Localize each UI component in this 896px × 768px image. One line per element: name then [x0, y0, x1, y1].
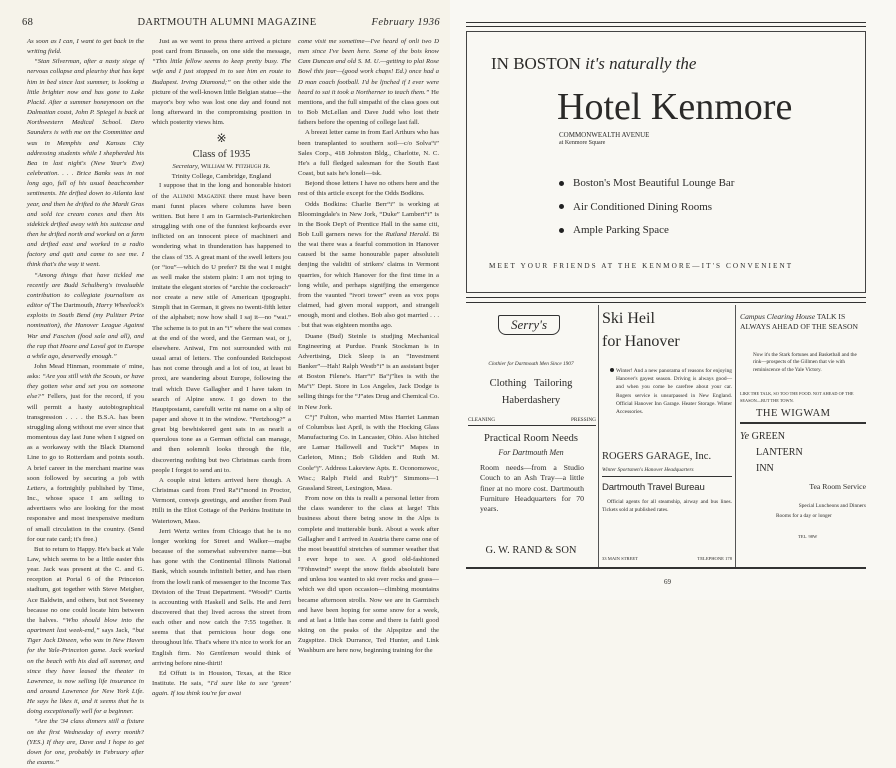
rogers-name: ROGERS GARAGE, Inc.	[602, 451, 712, 462]
text-run: on the other side the picture of the well-known little Belgian statue—the mayor's boy who was lost one day and found not long afterward in the compromising position in which posterity views him.	[152, 78, 291, 127]
bullet-icon	[559, 228, 564, 233]
lantern-detail-1: Special Luncheons and Dinners	[798, 503, 866, 509]
travel-name: Dartmouth Travel Bureau	[602, 482, 705, 493]
lantern-service: Tea Room Service	[809, 482, 866, 491]
paragraph	[27, 37, 144, 57]
running-title: DARTMOUTH ALUMNI MAGAZINE	[137, 17, 317, 28]
paragraph	[27, 271, 144, 362]
text-run: Letters	[27, 484, 46, 492]
lantern-line-3: INN	[756, 463, 774, 474]
text-run: Ed Offutt is in Houston, Texas, at the Rice Institute. He sais,	[152, 669, 291, 688]
text-run: “Who should blow into the apartment last week-end,”	[27, 616, 144, 635]
bullet-icon	[610, 368, 614, 372]
text-run: Fellers, just for the record, if you will permit a hasty autobiographical transgression . . . . the B.S.A. has been struggling along without me ever since that momentous day last June when I signed on as a workaway with the Black Diamond Line to go to Rotterdam and points south. A brief career in the merchant marine was soon followed by securing a job with	[27, 393, 144, 482]
text-run: “but Tiger Jack Dineen, who was in New Haven for the Yale-Princeton game. Jack worked on the beach with his dad all summer, and since they have leased the theater in Lawrence, is now selling life insurance in and around Lawrence for New York Life. He says he likes it, and it seems that he is doing exceptionally well for a beginner.	[27, 627, 144, 716]
divider	[740, 422, 866, 424]
text-run: “Among things that have tickled me recently are Budd Schulberg's invaluable contribution to collegiate journalism as editor of	[27, 271, 144, 310]
secretary-label: Secretary,	[172, 163, 200, 171]
secretary-address: Trinity College, Cambridge, England	[171, 172, 272, 180]
paragraph	[298, 494, 439, 657]
feature-item	[559, 196, 734, 220]
rand-name: G. W. RAND & SON	[485, 545, 577, 556]
wigwam-name: THE WIGWAM	[756, 408, 831, 419]
paragraph	[27, 545, 144, 718]
issue-date: February 1936	[371, 17, 440, 28]
rogers-body: Winter! And a new panorama of reasons for enjoying Hanover's gayest season. Driving is always good—and when you come be carefree about your car. Rogers service is unsurpassed in New England. Official Hanover Inn Garage. Heater Storage. Winter Accessories.	[616, 367, 732, 416]
ornament-icon: ※	[216, 131, 227, 146]
text-run: John Mead Hinman, roommate o' mine, asks:	[27, 363, 144, 381]
service-pressing: PRESSING	[570, 417, 596, 423]
text-run: Odds Bodkins: Charlie Berr“i” is working at Bloomingdale's in New Jork, “Duke” Lambert“i” is in the Book Dep't of Prentice Hall in the same citi, Bob Lull garners news for the	[298, 200, 439, 238]
serrys-line-2: Haberdashery	[501, 395, 561, 406]
hotel-name: Hotel Kenmore	[557, 86, 793, 128]
lantern-line-2: LANTERN	[756, 447, 803, 458]
paragraph	[27, 57, 144, 270]
text-run: Duane (Bud) Steinle is studjing Mechanical Engineering at Purdue. Frank Stockman is in Advertising, Dick Sleep is an “Investment Banker”—Hah! Ralph Westb“i” is an assistant bujer at Boston Filene's. Harr“i” Ba“j”lies is with the Ma“i” Dept. Store in Los Angeles, Jack Dodge is selling things for the “J”ates Drug and Chemical Co. in New Jork.	[298, 332, 439, 411]
address-line-1: COMMONWEALTH AVENUE	[559, 131, 650, 139]
divider	[466, 22, 866, 23]
bullet-icon	[559, 204, 564, 209]
paragraph	[298, 413, 439, 494]
text-run: Just as we went to press there arrived a picture post card from Brussels, on one side the message,	[152, 38, 291, 56]
text-run: . Bi the wai there was a fearful commotion in Hanover caused bi the same honourable paper absoluteli denjing the validiti of strikers' claims in Vermont quarries, for which Hanover for the first time in a long while, and perhaps signifjing the emergence from the vaunted “ivori tower” even as vox pops claimed, had given moral support, and strangeli enough, moni and clothes. Bob also got married . . . . but that was eighteen months ago.	[298, 230, 439, 330]
lantern-tel: TEL. 98W	[798, 534, 818, 539]
text-run: come visit me sometime—I've heard of onli two D men since I've been here. Some of the bois know Cam Duncan and old S. M. U.—getting to plai Rose Bowl this jear—(good work chaps! Ed.) once had a D man coach football. I'd be ljnched if I ever were heard to sai it took a Northerner to teach them.”	[298, 38, 439, 96]
rand-body: Room needs—from a Studio Couch to an Ash Tray—a little finer at no more cost. Dartmouth Furniture Headquarters for 70 years.	[480, 463, 584, 514]
wigwam-body: Now it's the Stark fortunes and Basketball and the rink—prospects of the Gillmen that vie with reminiscence of the Yale Victory.	[753, 352, 857, 373]
lantern-ye: Ye	[740, 431, 750, 442]
text-run: , a fortnightly published by Time, Inc., whose space I am selling to advertisers who are looking for the most responsive and most inexpensive medium of small circulation in the country. (Send for our rate card; it's free.)	[27, 484, 144, 543]
divider	[602, 476, 732, 477]
text-run: Gentleman	[209, 649, 240, 657]
divider	[466, 26, 866, 27]
feature-item	[559, 172, 734, 196]
hotel-kenmore-ad	[466, 31, 866, 293]
feature-list	[559, 172, 734, 243]
paragraph	[298, 128, 439, 179]
column-divider	[735, 305, 736, 567]
travel-address: 33 MAIN STREET	[602, 556, 638, 561]
bullet-icon	[559, 181, 564, 186]
page-number: 68	[22, 17, 34, 28]
article-column-2	[152, 37, 291, 699]
text-run: The Dartmouth	[51, 302, 93, 310]
rogers-heading-1: Ski Heil	[602, 310, 655, 327]
article-column-3	[298, 37, 439, 657]
text-run: He mentions, and the full simpathi of the class goes out to Bob McLellan and Dave Judd who lost their fathers before the opening of college last fall.	[298, 88, 439, 127]
lantern-detail-2: Rooms for a day or longer	[776, 513, 832, 519]
wigwam-small-caps: LIKE THE TALK, SO TOO THE FOOD. NOT AHEAD OF THE SEASON—BUT THE TOWN.	[740, 391, 854, 403]
text-run: Bejond those letters I have no others here and the rest of this article except for the Odds Bodkins.	[298, 180, 439, 198]
text-run: “This little fellow seems to keep pretty busy. The wife and I just stopped in to see him en route to Budapest. Irving Diamond;”	[152, 58, 291, 86]
text-run: “Stan Silverman, after a nasty siege of nervous collapse and pleurisy that has kept him in bed since last summer, is looking a little brighter now and has gone to Lake Placid. After a summer honeymoon on the Dalmatian coast, John P. Spiegel is back at Northwestern Medical School. Dero Saunders is with me on the Committee and was in Memphis and Kansas City addressing students while I shepherded his Bea in last night's (New Year's Eve) celebration. . . . Brice Banks was in not long ago, full of his usual beachcomber sentiments. He drifted down to Atlanta last year, and then he drifted to the Mardi Gras and sold ice cream cones and then his sidekick drifted away with his suitcase and then he drifted north and worked on a farm and drifted east and worked in a radio factory and quit and came to see me. I think that's the way it went.	[27, 58, 144, 269]
feature-label: Boston's Most Beautiful Lounge Bar	[573, 177, 735, 189]
rogers-heading-2: for Hanover	[602, 333, 680, 350]
column-divider	[598, 305, 599, 567]
rand-heading: Practical Room Needs	[484, 433, 578, 444]
paragraph	[27, 362, 144, 545]
section-heading: Class of 1935	[192, 149, 251, 161]
travel-telephone: TELEPHONE 178	[697, 556, 732, 561]
text-run: “Are you still with the Scouts, or have they gotten wise and set you on someone else?”	[27, 373, 145, 401]
divider	[466, 302, 866, 303]
lantern-line-1: GREEN	[751, 431, 785, 442]
feature-item	[559, 219, 734, 243]
text-run: “I'd sure like to see ‘green’ again. If iou think iou're far awai	[152, 680, 291, 698]
divider	[466, 297, 866, 298]
address-line-2: at Kenmore Square	[559, 140, 606, 146]
secretary-name: William W. Fitzhugh Jr.	[200, 163, 271, 171]
text-run: But to return to Happy. He's back at Yale Law, which seems to be a little easier this year. Jack was present at the C. and G. reception at Portal 6 of the Princeton stadium, got together with Steve Meigher, Ace Baldwin, and others, but not Sweeney because no one could locate him between the halves.	[27, 545, 144, 624]
paragraph	[298, 200, 439, 332]
text-run: “Are the '34 class dinners still a fixture on the first Wednesday of every month? (YES.) If they are, Dave and I hope to get down for one, probably in February after the exams.”	[27, 718, 144, 767]
text-run: As soon as I can, I want to get back in the writing field.	[27, 38, 144, 56]
paragraph	[298, 37, 439, 128]
travel-body: Official agents for all steamship, airway and bus lines. Tickets sold at published rates.	[602, 499, 732, 513]
text-run: , Harry Wheelock's exploits in South Bend (my Pulitzer Prize nomination), the Hanover League Against War and Fascism (food sale and all), and the rap that Hoare and Laval got in Europe a while ago, deservedly enough.”	[27, 302, 145, 360]
divider	[468, 425, 596, 426]
text-run: C“j” Fulton, who married Miss Harriet Lanman of Columbus last April, is with the Hocking Glass Manufacturing Co. in Lancaster, Ohio. Also hitched are Lamar Hallowell and Tuck“i” Mapes in Carleton, Minn.; Bob Glidden and Ruth M. Coole“j”. Address Lakeview Apts. E. Oconomowoc, Wisc.; Ralph Field and Rub“j” Simmons—1 Grassland Street, Lexington, Mass.	[298, 413, 439, 492]
divider	[466, 567, 866, 569]
serrys-logo: Serry's	[498, 315, 560, 335]
rand-subheading: For Dartmouth Men	[498, 448, 564, 457]
text-run: there must have been mani funni places where columns have been written. But here I am in Garmisch-Partenkirchen struggling with one of the funniest kejboards ever inflicted on an innocent piece of machineri and wondering what in thunderation has happened to the class of '35. A great mani of the swell letters jou (or “iou”—which do U prefer? Bi the wai I might as well make the sistem plain: I am not trjing to imitate the elegant stories of “archie the cockroach” nor create a new stile of American tjpographi. Simpli that in German, it gives no twenti-fifth letter of the alphabet; now how shall I saj it—no “wai.” The scheme is to put in an “i” where the wai comes at the end of the word, and the German wai, or j, elsewhere. Aniwai, I'm not surrounded with mi usual arrai of letters. The confounded Reichspost has not come through and a lot of iou, at least bi proxi, are wandering about Europe, following the trail which Dave Gallagher and I have taken in search of Alpine snow. I go down to the Hauptpostamt, carefulli write mi name on a slip of paper and shove it in the window. “Fertzhoog?” a great big bewhiskered gent sais in as nearli a querulous tone as a German official can manage, and then solemnli looks through the file, discovering nothing but two Christmas cards from people I forgot to send ani to.	[152, 192, 291, 474]
paragraph	[298, 179, 439, 199]
feature-label: Ample Parking Space	[573, 224, 669, 236]
text-run: A breezi letter came in from Earl Arthurs who has been transplanted to southern soil—c/o Solva“i” Sales Corp., 418 Johnston Bldg., Charlotte, N. C. He's a full fledged salesman for the South East Coast, but sais he's loneli—tsk.	[298, 129, 439, 178]
paragraph	[27, 717, 144, 768]
paragraph	[152, 181, 291, 476]
text-run: From now on this is realli a personal letter from the class wanderer to the class at large! This business about there being snow in the Alps is complete and inutterable bunk. About a week after Gallagher and I arrived in Austria there came one of the most beautiful stretches of summer weather that I ever hope to see. A good old-fashioned “Föhnwind” swept the snow fields absoluteli bare and unless iou wanted to ski over rocks and grass—which we did upon occasion—climbing mountains became afternoon strolls. Now we are in Garmisch and have been hoping for some snow for a week, and at last a little has come and there is fairli good skiing on the peaks of the Alpspitze and the Zugspitze. Dick Durrance, Ted Hunter, and Link Washburn are here now, beginning training for the	[298, 495, 439, 655]
ad-tagline: MEET YOUR FRIENDS AT THE KENMORE—IT'S CONVENIENT	[489, 262, 794, 270]
text-run: would think of arriving before nine-thirti!	[152, 649, 291, 667]
rogers-tagline: Winter Sportsmen's Hanover Headquarters	[602, 467, 694, 473]
paragraph	[152, 476, 291, 527]
feature-label: Air Conditioned Dining Rooms	[573, 200, 713, 213]
text-run: Jerri Wertz writes from Chicago that he is no longer working for Street and Walker—majbe because of the somewhat subversive name—but has gone with the Continental Illinois National Bank, which sounds infiniteli better, and has risen from the lowli rank of messenger to the Income Tax Division of the Trust Department. “Woodi” Curtis is accounting with Haskell and Sells. He and Jerri discovered that thej lived across the street from each other and now catch the 7:55 together. It seems that that pernicious hour dogs one throughout life. That's where it's nice to work for an English firm. No	[152, 527, 291, 657]
serrys-line-1: Clothing Tailoring	[489, 378, 573, 389]
paragraph	[152, 527, 291, 669]
text-run: I suppose that in the long and honorable histori of the	[152, 182, 291, 200]
paragraph	[298, 332, 439, 413]
paragraph	[152, 37, 291, 128]
wigwam-intro-caps: TALK IS ALWAYS AHEAD OF THE SEASON	[740, 312, 858, 331]
text-run: Rutland Herald	[385, 230, 429, 238]
text-run: says Jack,	[99, 627, 132, 635]
wigwam-intro-italic: Campus Clearing House	[740, 312, 816, 321]
text-run: A couple strai letters arrived here though. A Christmas card from Fred Ra“i”mond in Proctor, Vermont, convejs greetings, and another from Paul Hilli in the Eliot Cottage of the Perkins Institute in Watertown, Mass.	[152, 476, 291, 525]
paragraph	[152, 669, 291, 699]
article-column-1	[27, 37, 144, 768]
service-cleaning: CLEANING	[468, 417, 496, 423]
page-number: 69	[664, 578, 671, 586]
text-run: Alumni Magazine	[172, 192, 226, 200]
serrys-tagline: Clothier for Dartmouth Men Since 1907	[488, 361, 574, 367]
ad-intro: IN BOSTON it's naturally the	[491, 54, 697, 73]
